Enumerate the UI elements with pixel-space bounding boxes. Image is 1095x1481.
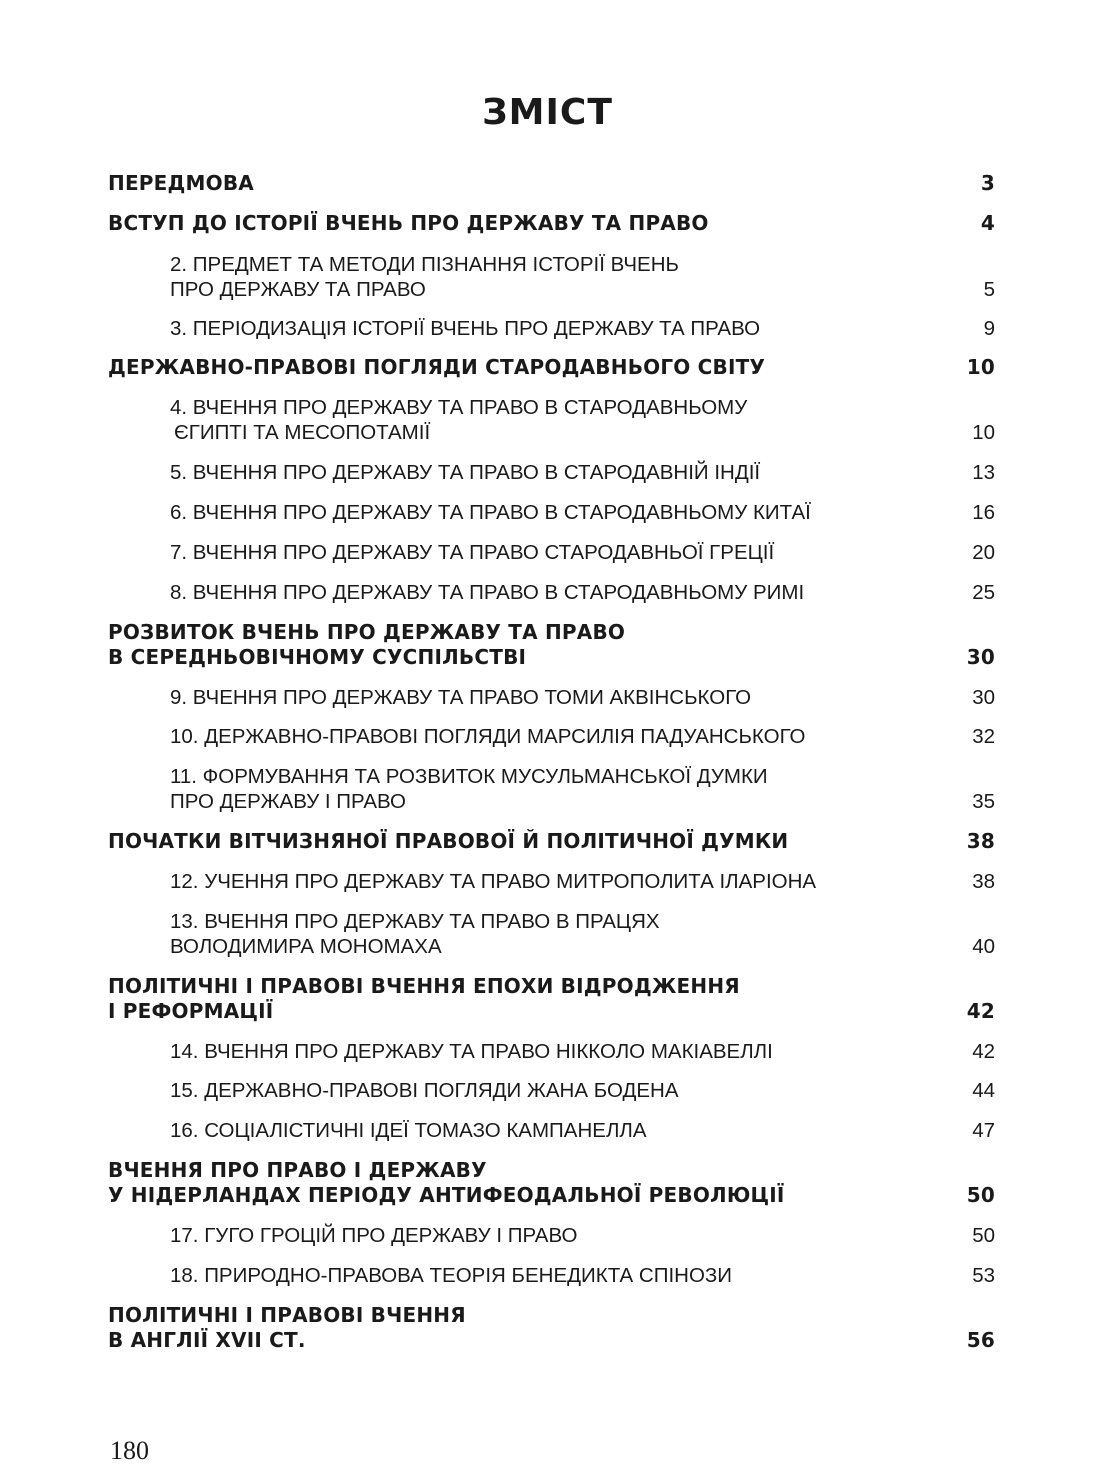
toc-entry-page: 9 — [983, 317, 995, 340]
toc-entry-line: ВОЛОДИМИРА МОНОМАХА — [170, 935, 442, 958]
toc-entry-page: 32 — [972, 725, 995, 748]
toc-entry-page: 20 — [972, 541, 995, 564]
toc-entry-page: 38 — [966, 829, 995, 853]
toc-entry-line: 12. УЧЕННЯ ПРО ДЕРЖАВУ ТА ПРАВО МИТРОПОЛИТА ІЛАРІОНА — [170, 870, 817, 893]
toc-entry-line: 17. ГУГО ГРОЦІЙ ПРО ДЕРЖАВУ І ПРАВО — [170, 1224, 578, 1247]
toc-entry-line: 5. ВЧЕННЯ ПРО ДЕРЖАВУ ТА ПРАВО В СТАРОДАВНІЙ ІНДІЇ — [170, 461, 761, 484]
toc-entry-line: У НІДЕРЛАНДАХ ПЕРІОДУ АНТИФЕОДАЛЬНОЇ РЕВОЛЮЦІЇ — [108, 1183, 785, 1207]
toc-entry-text — [170, 1263, 935, 1288]
toc-entry-subsection[interactable] — [170, 1223, 995, 1248]
toc-entry-page: 5 — [983, 278, 995, 301]
toc-entry-subsection[interactable] — [170, 395, 995, 445]
toc-entry-text — [108, 1158, 935, 1208]
toc-entry-line: 2. ПРЕДМЕТ ТА МЕТОДИ ПІЗНАННЯ ІСТОРІЇ ВЧЕНЬ — [170, 253, 679, 276]
toc-entry-line: ВЧЕННЯ ПРО ПРАВО І ДЕРЖАВУ — [108, 1158, 487, 1182]
toc-entry-subsection[interactable] — [170, 869, 995, 894]
toc-entry-line: ЄГИПТІ ТА МЕСОПОТАМІЇ — [174, 421, 431, 444]
toc-entry-text — [170, 764, 935, 814]
toc-entry-line: 13. ВЧЕННЯ ПРО ДЕРЖАВУ ТА ПРАВО В ПРАЦЯХ — [170, 910, 660, 933]
toc-entry-section[interactable] — [108, 171, 995, 196]
toc-entry-line: ПОЛІТИЧНІ І ПРАВОВІ ВЧЕННЯ — [108, 1303, 466, 1327]
toc-entry-text — [108, 974, 935, 1024]
toc-entry-line: 8. ВЧЕННЯ ПРО ДЕРЖАВУ ТА ПРАВО В СТАРОДАВНЬОМУ РИМІ — [170, 581, 805, 604]
toc-entry-subsection[interactable] — [170, 685, 995, 710]
toc-entry-text — [170, 724, 935, 749]
toc-entry-page: 47 — [972, 1119, 995, 1142]
toc-entry-section[interactable] — [108, 974, 995, 1024]
toc-entry-text — [108, 171, 935, 196]
toc-entry-text — [170, 1078, 935, 1103]
toc-entry-section[interactable] — [108, 1158, 995, 1208]
toc-entry-line: ВСТУП ДО ІСТОРІЇ ВЧЕНЬ ПРО ДЕРЖАВУ ТА ПРАВО — [108, 211, 709, 235]
toc-entry-line: В СЕРЕДНЬОВІЧНОМУ СУСПІЛЬСТВІ — [108, 645, 527, 669]
toc-entry-page: 38 — [972, 870, 995, 893]
toc-entry-section[interactable] — [108, 620, 995, 670]
toc-entry-text — [170, 500, 935, 525]
toc-entry-page: 16 — [972, 501, 995, 524]
toc-entry-page: 10 — [972, 421, 995, 444]
toc-entry-line: 11. ФОРМУВАННЯ ТА РОЗВИТОК МУСУЛЬМАНСЬКОЇ ДУМКИ — [170, 765, 768, 788]
toc-entry-line: 6. ВЧЕННЯ ПРО ДЕРЖАВУ ТА ПРАВО В СТАРОДАВНЬОМУ КИТАЇ — [170, 501, 811, 524]
toc-entry-page: 25 — [972, 581, 995, 604]
toc-entry-subsection[interactable] — [170, 500, 995, 525]
toc-entry-subsection[interactable] — [170, 1263, 995, 1288]
toc-entry-line: ПРО ДЕРЖАВУ ТА ПРАВО — [170, 278, 426, 301]
toc-entry-page: 13 — [972, 461, 995, 484]
toc-entry-text — [170, 580, 935, 605]
toc-entry-line: 10. ДЕРЖАВНО-ПРАВОВІ ПОГЛЯДИ МАРСИЛІЯ ПАДУАНСЬКОГО — [170, 725, 806, 748]
toc-entry-line: 16. СОЦІАЛІСТИЧНІ ІДЕЇ ТОМАЗО КАМПАНЕЛЛА — [170, 1119, 647, 1142]
toc-entry-text — [170, 869, 935, 894]
toc-entry-line: 14. ВЧЕННЯ ПРО ДЕРЖАВУ ТА ПРАВО НІККОЛО МАКІАВЕЛЛІ — [170, 1040, 773, 1063]
toc-entry-text — [170, 1039, 935, 1064]
toc-entry-section[interactable] — [108, 1303, 995, 1353]
toc-entry-text — [170, 460, 935, 485]
toc-entry-page: 53 — [972, 1264, 995, 1287]
toc-entry-line: 15. ДЕРЖАВНО-ПРАВОВІ ПОГЛЯДИ ЖАНА БОДЕНА — [170, 1079, 679, 1102]
toc-entry-text — [108, 355, 935, 380]
toc-entry-page: 3 — [980, 171, 995, 195]
toc-entry-text — [170, 252, 935, 302]
toc-entry-page: 30 — [966, 645, 995, 669]
toc-entry-line: 18. ПРИРОДНО-ПРАВОВА ТЕОРІЯ БЕНЕДИКТА СПІНОЗИ — [170, 1264, 733, 1287]
toc-entry-subsection[interactable] — [170, 252, 995, 302]
toc-entry-page: 30 — [972, 686, 995, 709]
toc-entry-line: ПОЛІТИЧНІ І ПРАВОВІ ВЧЕННЯ ЕПОХИ ВІДРОДЖЕННЯ — [108, 974, 740, 998]
toc-entry-subsection[interactable] — [170, 1039, 995, 1064]
toc-entry-subsection[interactable] — [170, 316, 995, 341]
toc-entry-line: І РЕФОРМАЦІЇ — [108, 999, 274, 1023]
toc-entry-page: 4 — [980, 211, 995, 235]
toc-entry-subsection[interactable] — [170, 909, 995, 959]
page-title: ЗМІСТ — [482, 92, 613, 133]
toc-entry-page: 50 — [966, 1183, 995, 1207]
toc-entry-line: ПОЧАТКИ ВІТЧИЗНЯНОЇ ПРАВОВОЇ Й ПОЛІТИЧНОЇ ДУМКИ — [108, 829, 789, 853]
toc-entry-section[interactable] — [108, 211, 995, 236]
page-number: 180 — [110, 1436, 149, 1465]
toc-entry-page: 44 — [972, 1079, 995, 1102]
toc-entry-text — [108, 829, 935, 854]
toc-entry-line: РОЗВИТОК ВЧЕНЬ ПРО ДЕРЖАВУ ТА ПРАВО — [108, 620, 626, 644]
toc-entry-line: 9. ВЧЕННЯ ПРО ДЕРЖАВУ ТА ПРАВО ТОМИ АКВІНСЬКОГО — [170, 686, 752, 709]
toc-entry-line: ПРО ДЕРЖАВУ І ПРАВО — [170, 790, 406, 813]
toc-entry-page: 10 — [966, 355, 995, 379]
toc-entry-line: ДЕРЖАВНО-ПРАВОВІ ПОГЛЯДИ СТАРОДАВНЬОГО СВІТУ — [108, 355, 766, 379]
toc-entry-text — [170, 395, 935, 445]
toc-entry-text — [170, 1223, 935, 1248]
toc-entry-page: 40 — [972, 935, 995, 958]
toc-entry-text — [108, 1303, 935, 1353]
toc-entry-subsection[interactable] — [170, 724, 995, 749]
toc-entry-subsection[interactable] — [170, 540, 995, 565]
toc-entry-text — [170, 909, 935, 959]
toc-entry-text — [170, 1118, 935, 1143]
toc-entry-subsection[interactable] — [170, 460, 995, 485]
toc-entry-section[interactable] — [108, 355, 995, 380]
toc-entry-text — [108, 620, 935, 670]
toc-entry-section[interactable] — [108, 829, 995, 854]
toc-entry-line: 7. ВЧЕННЯ ПРО ДЕРЖАВУ ТА ПРАВО СТАРОДАВНЬОЇ ГРЕЦІЇ — [170, 541, 775, 564]
toc-entry-page: 56 — [966, 1328, 995, 1352]
toc-entry-page: 50 — [972, 1224, 995, 1247]
toc-entry-subsection[interactable] — [170, 580, 995, 605]
toc-entry-subsection[interactable] — [170, 1078, 995, 1103]
toc-entry-text — [108, 211, 935, 236]
toc-entry-text — [170, 685, 935, 710]
toc-entry-subsection[interactable] — [170, 1118, 995, 1143]
toc-entry-line: 4. ВЧЕННЯ ПРО ДЕРЖАВУ ТА ПРАВО В СТАРОДАВНЬОМУ — [170, 396, 748, 419]
toc-entry-line: 3. ПЕРІОДИЗАЦІЯ ІСТОРІЇ ВЧЕНЬ ПРО ДЕРЖАВУ ТА ПРАВО — [170, 317, 761, 340]
toc-entry-line: ПЕРЕДМОВА — [108, 171, 254, 195]
toc-entry-subsection[interactable] — [170, 764, 995, 814]
toc-entry-page: 35 — [972, 790, 995, 813]
toc-entry-line: В АНГЛІЇ XVII СТ. — [108, 1328, 306, 1352]
toc-entry-page: 42 — [966, 999, 995, 1023]
toc-entry-text — [170, 316, 935, 341]
toc-entry-text — [170, 540, 935, 565]
toc-entry-page: 42 — [972, 1040, 995, 1063]
